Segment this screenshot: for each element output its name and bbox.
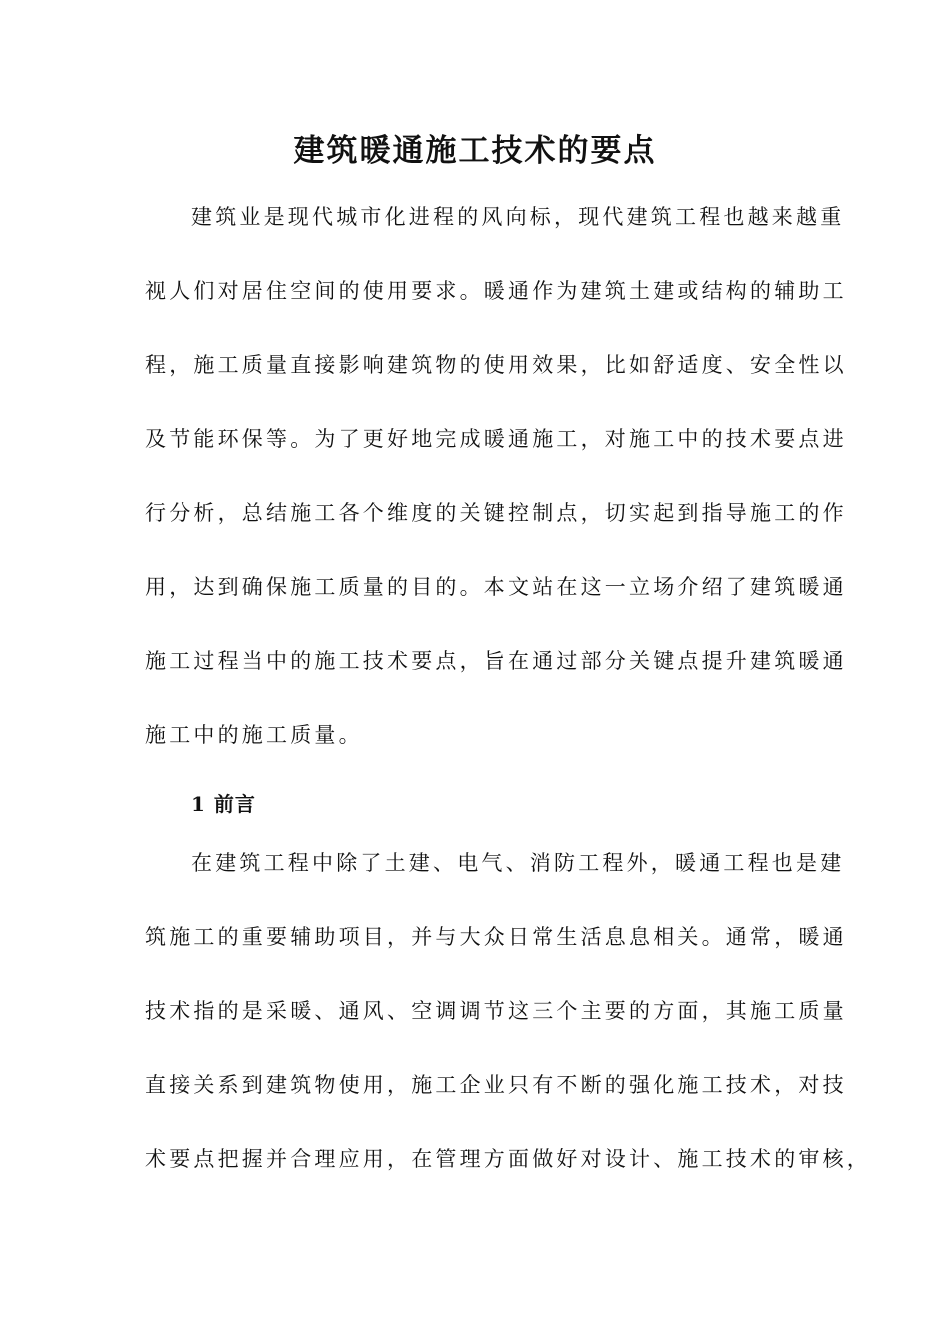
- paragraph-line: 在建筑工程中除了土建、电气、消防工程外，暖通工程也是建: [191, 851, 845, 875]
- section-paragraph: [145, 843, 871, 1213]
- paragraph-line: 术要点把握并合理应用，在管理方面做好对设计、施工技术的审核，: [145, 1147, 871, 1171]
- paragraph-line: 视人们对居住空间的使用要求。暖通作为建筑土建或结构的辅助工: [145, 279, 847, 303]
- paragraph-line: 技术指的是采暖、通风、空调调节这三个主要的方面，其施工质量: [145, 999, 847, 1023]
- intro-paragraph: [145, 197, 847, 789]
- section-heading: 1 前言: [191, 792, 256, 816]
- paragraph-line: 行分析，总结施工各个维度的关键控制点，切实起到指导施工的作: [145, 501, 847, 525]
- document-title: 建筑暖通施工技术的要点: [293, 133, 657, 169]
- paragraph-line: 施工中的施工质量。: [145, 723, 363, 747]
- paragraph-line: 直接关系到建筑物使用，施工企业只有不断的强化施工技术，对技: [145, 1073, 847, 1097]
- paragraph-line: 程，施工质量直接影响建筑物的使用效果，比如舒适度、安全性以: [145, 353, 847, 377]
- paragraph-line: 施工过程当中的施工技术要点，旨在通过部分关键点提升建筑暖通: [145, 649, 847, 673]
- paragraph-line: 用，达到确保施工质量的目的。本文站在这一立场介绍了建筑暖通: [145, 575, 847, 599]
- paragraph-line: 及节能环保等。为了更好地完成暖通施工，对施工中的技术要点进: [145, 427, 847, 451]
- paragraph-line: 筑施工的重要辅助项目，并与大众日常生活息息相关。通常，暖通: [145, 925, 847, 949]
- paragraph-line: 建筑业是现代城市化进程的风向标，现代建筑工程也越来越重: [191, 205, 845, 229]
